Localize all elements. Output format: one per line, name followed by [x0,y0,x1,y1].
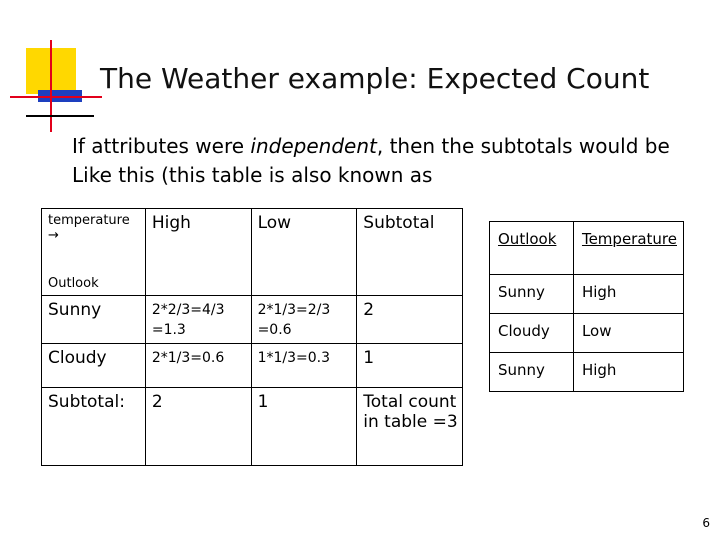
table-row [42,296,463,344]
temperature-label: temperature [48,213,130,228]
decor-red-vertical-line [50,40,52,132]
table-cell: 1*1/3=0.3 [251,344,357,388]
slide-subtitle [72,132,670,190]
subtitle-line-2: Like this (this table is also known as [72,163,433,187]
row-label: Subtotal: [42,388,146,466]
decor-red-horizontal-line [10,96,102,98]
table-cell: Cloudy [490,314,574,353]
table-cell: 2*1/3=2/3 =0.6 [251,296,357,344]
table-header-row [490,222,684,275]
subtitle-line-1: If attributes were independent, then the subtotals would be [72,134,670,158]
table-cell: Sunny [490,353,574,392]
table-header-row [42,209,463,296]
page-number: 6 [702,516,710,530]
table-row [490,275,684,314]
corner-header-cell [42,209,146,296]
table-row [490,353,684,392]
slide-title: The Weather example: Expected Count [100,62,650,95]
table-cell: High [573,275,683,314]
table-row [42,344,463,388]
table-cell: 2*2/3=4/3 =1.3 [145,296,251,344]
header-temperature: Temperature [573,222,683,275]
arrow-right-icon: → [48,228,59,243]
table-cell: 2*1/3=0.6 [145,344,251,388]
weather-data-table [489,221,684,392]
decor-black-line [26,115,94,117]
row-label: Sunny [42,296,146,344]
table-cell: Total count in table =3 [357,388,463,466]
outlook-label: Outlook [48,276,99,291]
table-row [42,388,463,466]
table-cell: High [573,353,683,392]
header-high: High [145,209,251,296]
table-cell: Low [573,314,683,353]
header-low: Low [251,209,357,296]
table-cell: 2 [357,296,463,344]
table-cell: 2 [145,388,251,466]
header-subtotal: Subtotal [357,209,463,296]
table-cell: Sunny [490,275,574,314]
row-label: Cloudy [42,344,146,388]
table-cell: 1 [251,388,357,466]
header-outlook: Outlook [490,222,574,275]
table-cell: 1 [357,344,463,388]
expected-count-table [41,208,463,466]
table-row [490,314,684,353]
